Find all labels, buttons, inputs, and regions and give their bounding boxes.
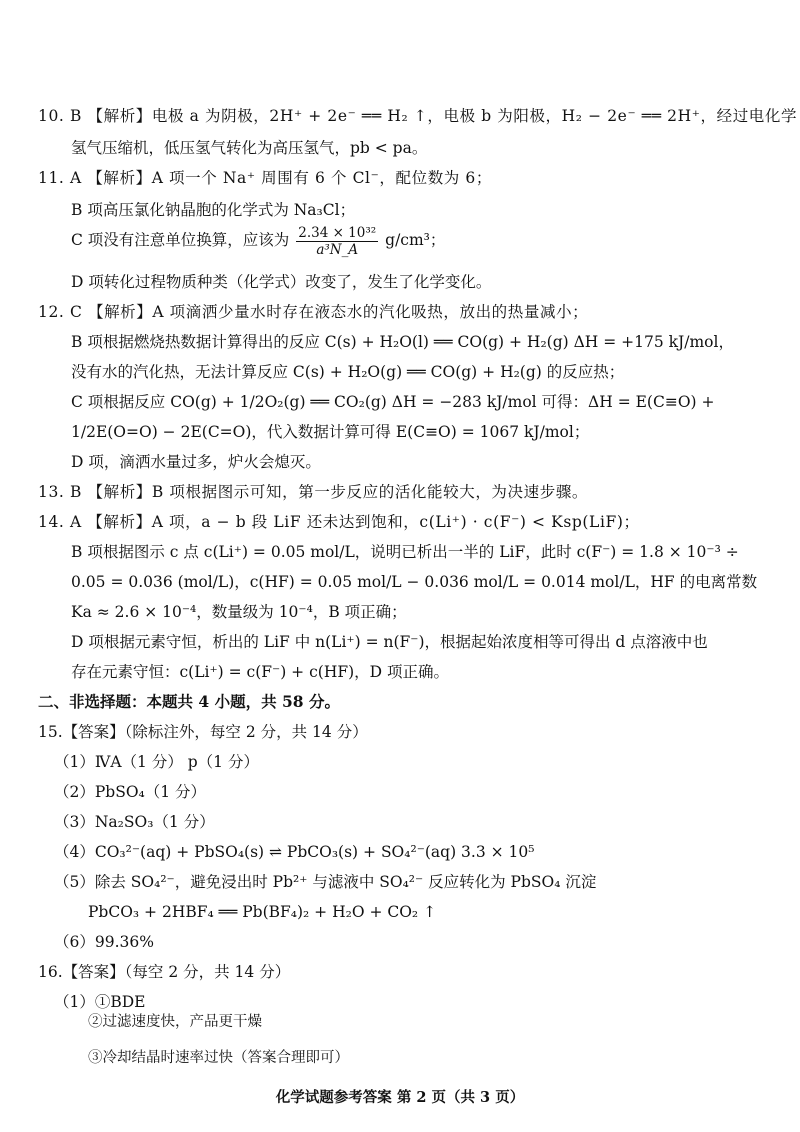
answer-15-5-equation: PbCO₃ + 2HBF₄ ══ Pb(BF₄)₂ + H₂O + CO₂ ↑ [88,903,437,921]
answer-10-line-2: 氢气压缩机，低压氢气转化为高压氢气，pb < pa。 [71,139,428,157]
answer-15-5: （5）除去 SO₄²⁻，避免浸出时 Pb²⁺ 与滤液中 SO₄²⁻ 反应转化为 PbSO₄ 沉淀 [54,873,597,891]
answer-10-line-1: 10. B 【解析】电极 a 为阴极，2H⁺ + 2e⁻ ══ H₂ ↑，电极 b 为阳极，H₂ − 2e⁻ ══ 2H⁺，经过电化学 [38,107,798,125]
density-denominator: a³N_A [316,241,359,258]
answer-11-line-3 [71,224,445,258]
answer-12-line-2: B 项根据燃烧热数据计算得出的反应 C(s) + H₂O(l) ══ CO(g) + H₂(g) ΔH = +175 kJ/mol， [71,333,734,351]
answer-14-line-1: 14. A 【解析】A 项，a − b 段 LiF 还未达到饱和，c(Li⁺) · c(F⁻) < Ksp(LiF)； [38,513,640,531]
answer-14-line-5: D 项根据元素守恒，析出的 LiF 中 n(Li⁺) = n(F⁻)，根据起始浓度相等可得出 d 点溶液中也 [71,633,708,651]
answer-16-heading: 16.【答案】（每空 2 分，共 14 分） [38,963,291,981]
answer-13-line-1: 13. B 【解析】B 项根据图示可知，第一步反应的活化能较大，为决速步骤。 [38,483,589,501]
answer-12-line-5: 1/2E(O=O) − 2E(C=O)，代入数据计算可得 E(C≡O) = 1067 kJ/mol； [71,423,590,441]
answer-15-4: （4）CO₃²⁻(aq) + PbSO₄(s) ⇌ PbCO₃(s) + SO₄²⁻(aq) 3.3 × 10⁵ [54,843,535,861]
page-footer: 化学试题参考答案 第 2 页（共 3 页） [275,1089,525,1106]
answer-14-line-2: B 项根据图示 c 点 c(Li⁺) = 0.05 mol/L，说明已析出一半的 LiF，此时 c(F⁻) = 1.8 × 10⁻³ ÷ [71,543,739,561]
answer-15-3: （3）Na₂SO₃（1 分） [54,813,215,831]
answer-16-3: ③冷却结晶时速率过快（答案合理即可） [88,1050,349,1066]
answer-15-heading: 15.【答案】（除标注外，每空 2 分，共 14 分） [38,723,368,741]
answer-12-line-1: 12. C 【解析】A 项滴洒少量水时存在液态水的汽化吸热，放出的热量减小； [38,303,589,321]
density-unit: g/cm³； [385,231,446,249]
answer-15-1: （1）ⅣA（1 分） p（1 分） [54,753,259,771]
answer-15-6: （6）99.36% [54,933,154,951]
answer-12-line-6: D 项，滴洒水量过多，炉火会熄灭。 [71,453,321,471]
answer-16-1: （1）①BDE [54,993,146,1011]
answer-15-2: （2）PbSO₄（1 分） [54,783,207,801]
answer-14-line-4: Ka ≈ 2.6 × 10⁻⁴，数量级为 10⁻⁴，B 项正确； [71,603,407,621]
density-fraction [296,225,378,258]
answer-11-line-2: B 项高压氯化钠晶胞的化学式为 Na₃Cl； [71,201,356,219]
answer-12-line-3: 没有水的汽化热，无法计算反应 C(s) + H₂O(g) ══ CO(g) + H₂(g) 的反应热； [71,363,625,381]
answer-11-line-4: D 项转化过程物质种类（化学式）改变了，发生了化学变化。 [71,273,492,291]
answer-12-line-4: C 项根据反应 CO(g) + 1/2O₂(g) ══ CO₂(g) ΔH = −283 kJ/mol 可得：ΔH = E(C≡O) + [71,393,715,411]
answer-14-line-3: 0.05 = 0.036 (mol/L)，c(HF) = 0.05 mol/L − 0.036 mol/L = 0.014 mol/L，HF 的电离常数 [71,573,758,591]
density-numerator: 2.34 × 10³² [298,224,377,241]
section-heading: 二、非选择题：本题共 4 小题，共 58 分。 [38,692,340,711]
answer-16-2: ②过滤速度快，产品更干燥 [88,1014,262,1030]
answer-11-c-prefix: C 项没有注意单位换算，应该为 [71,231,290,249]
answer-14-line-6: 存在元素守恒：c(Li⁺) = c(F⁻) + c(HF)，D 项正确。 [71,663,450,681]
answer-11-line-1: 11. A 【解析】A 项一个 Na⁺ 周围有 6 个 Cl⁻，配位数为 6； [38,169,492,187]
